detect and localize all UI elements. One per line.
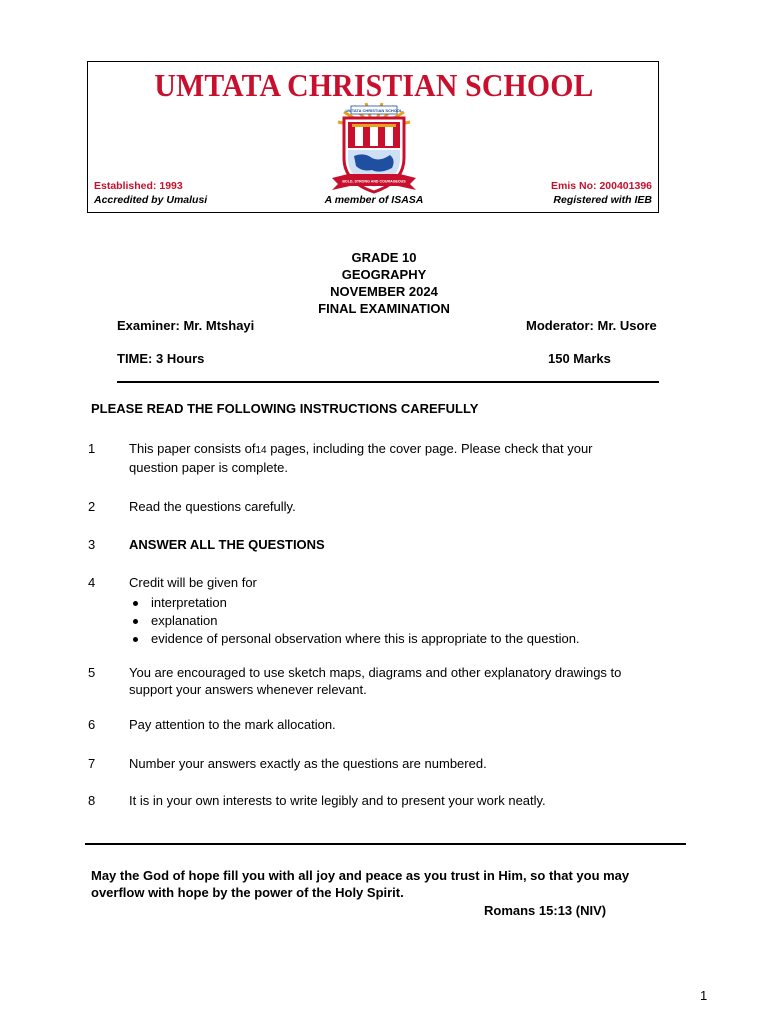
- instruction-2-text: Read the questions carefully.: [129, 499, 296, 514]
- instruction-number: 1: [88, 441, 96, 456]
- exam-type-label: FINAL EXAMINATION: [318, 301, 450, 316]
- bible-verse-line1: May the God of hope fill you with all joy and peace as you trust in Him, so that you may: [91, 868, 630, 883]
- emis-number: Emis No: 200401396: [551, 180, 652, 192]
- title-divider: [117, 381, 659, 383]
- page-number: 1: [700, 988, 708, 1003]
- instruction-number: 2: [88, 499, 96, 514]
- instruction-8-text: It is in your own interests to write legibly and to present your work neatly.: [129, 793, 546, 808]
- instruction-1-line2: question paper is complete.: [129, 460, 288, 475]
- time-label: TIME: 3 Hours: [117, 351, 205, 366]
- instruction-number: 7: [88, 756, 96, 771]
- instruction-5-line2: support your answers whenever relevant.: [129, 682, 367, 697]
- marks-label: 150 Marks: [548, 351, 611, 366]
- instruction-number: 4: [88, 575, 96, 590]
- logo-motto: BOLD, STRONG AND COURAGEOUS: [342, 179, 406, 184]
- list-item: interpretation: [129, 595, 580, 613]
- accredited-text: Accredited by Umalusi: [94, 194, 208, 206]
- instruction-1-text: This paper consists of14 pages, including the cover page. Please check that your: [129, 441, 593, 456]
- footer-divider: [85, 843, 686, 845]
- instruction-4-text: Credit will be given for: [129, 575, 257, 590]
- instruction-7-text: Number your answers exactly as the questions are numbered.: [129, 756, 487, 771]
- examiner-label: Examiner: Mr. Mtshayi: [117, 318, 255, 333]
- school-name: UMTATA CHRISTIAN SCHOOL: [154, 67, 594, 103]
- instruction-number: 5: [88, 665, 96, 680]
- instructions-heading: PLEASE READ THE FOLLOWING INSTRUCTIONS CAREFULLY: [91, 401, 479, 416]
- list-item: evidence of personal observation where this is appropriate to the question.: [129, 631, 580, 649]
- isasa-member-text: A member of ISASA: [324, 194, 424, 206]
- instruction-number: 6: [88, 717, 96, 732]
- school-crest-logo: [324, 100, 424, 200]
- established-text: Established: 1993: [94, 180, 183, 192]
- bible-verse-line2: overflow with hope by the power of the Holy Spirit.: [91, 885, 404, 900]
- session-label: NOVEMBER 2024: [330, 284, 438, 299]
- ieb-registration: Registered with IEB: [553, 194, 652, 206]
- list-item: explanation: [129, 613, 580, 631]
- instruction-number: 3: [88, 537, 96, 552]
- logo-top-text: UMTATA CHRISTIAN SCHOOL: [345, 108, 403, 113]
- credit-list: [129, 595, 580, 649]
- bible-verse-reference: Romans 15:13 (NIV): [484, 903, 607, 918]
- page-count: 14: [255, 445, 267, 456]
- instruction-3-text: ANSWER ALL THE QUESTIONS: [129, 537, 325, 552]
- moderator-label: Moderator: Mr. Usore: [526, 318, 657, 333]
- school-header: [87, 61, 659, 213]
- subject-label: GEOGRAPHY: [341, 267, 427, 282]
- instruction-number: 8: [88, 793, 96, 808]
- instruction-5-line1: You are encouraged to use sketch maps, diagrams and other explanatory drawings to: [129, 665, 622, 680]
- grade-label: GRADE 10: [351, 250, 417, 265]
- instruction-6-text: Pay attention to the mark allocation.: [129, 717, 336, 732]
